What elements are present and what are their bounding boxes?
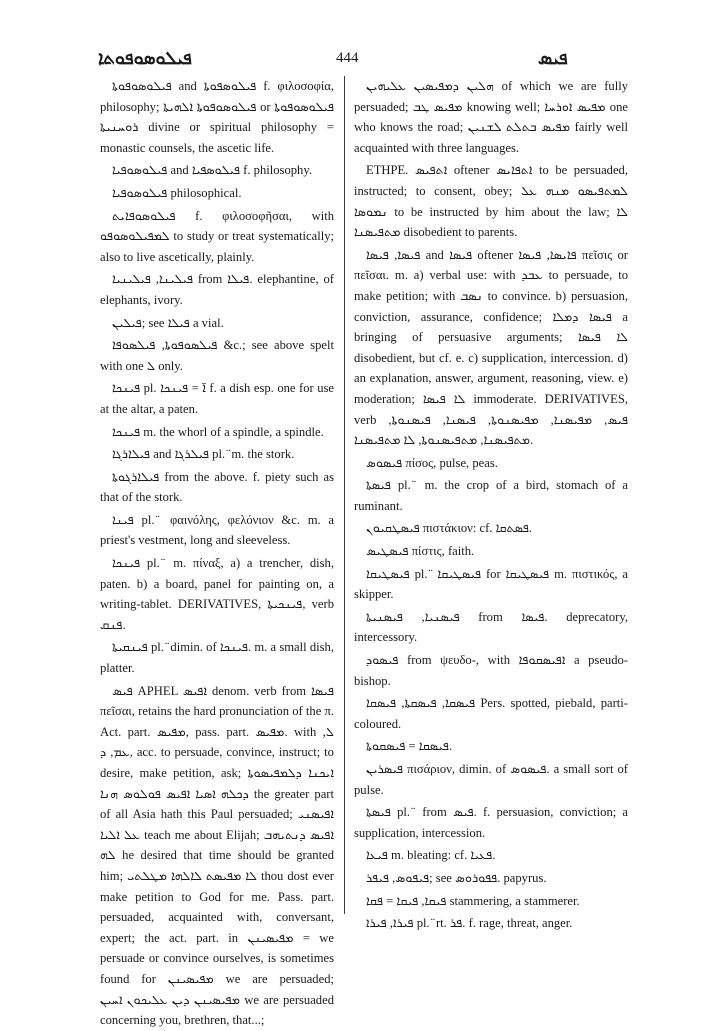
dictionary-entry: ܦܝܩܐ, ܦܝܩܐ = ܦܩܐ stammering, a stammerer. xyxy=(366,893,580,908)
dictionary-entry: ܦܝܣܐ, ܦܝܣܐ and ܦܝܣܐ oftener ܦܐܝܣܐ, ܦܝܣܐ πεῖσις or πεῖσαι. m. a) verbal use: with ܥܒܕ to persuade, to make petition; with ܢܣܒ to convince. b) persuasion, conviction, assurance, confidence; ܦܝܣܐ ܕܡܠܐ a bringing of persuasive arguments; ܠܐ ܦܝܣܐ disobedient, but cf. e. c) supplication, intercession. d) an explanation, answer, argument, reasoning, view. e) moderation; ܠܐ ܦܝܣܐ immoderate. DERIVATIVES, verb ܦܝܣ, ܡܦܝܣܢܐ, ܡܦܝܣܢܘܬܐ, ܦܝܣܢܐ, ܦܝܣܢܘܬܐ, ܡܬܦܝܣܢܐ, ܡܬܦܝܣܢܘܬܐ, ܠܐ ܡܬܦܝܣܢܐ. xyxy=(354,247,628,448)
dictionary-entry: ETHPE. ܐܬܦܝܣ oftener ܐܬܦܐܝܣ to be persuaded, instructed; to consent, obey; ܠܡܬܦܝܣܘ ܡܢܗ ܥܠ ܢܡܘܣܐ to be instructed by him about the law; ܠܐ ܡܬܦܝܣܢܐ disobedient to parents. xyxy=(354,163,628,240)
dictionary-entry: ܦܝܢܩܝܬܐ pl. ̈ dimin. of ܦܝܢܟܐ. m. a small dish, platter. xyxy=(100,640,335,676)
dictionary-entry: ܦܝܠܐܪܓܐ and ܦܝܠܪܓܐ pl. ̈ m. the stork. xyxy=(112,447,295,462)
right-column xyxy=(354,76,629,931)
left-column xyxy=(100,76,335,1028)
dictionary-entry: ܦܝܣܩܐ = ܦܝܣܩܘܬܐ. xyxy=(366,739,453,754)
dictionary-entry: ܦܝܣܪܝܢ πισάριον, dimin. of ܦܝܣܘܣ. a small sort of pulse. xyxy=(354,762,628,797)
dictionary-entry: ܦܝܢܟܐ pl. ܐ̈ = ܦܝܢܟܐ f. a dish esp. one for use at the altar, a paten. xyxy=(100,381,334,416)
dictionary-entry: ܦܝܢܐ pl. ̈ φαινόλης, φελόνιον &c. m. a priest's vestment, long and sleeveless. xyxy=(100,512,334,548)
running-head-left: ܦܝܠܘܣܘܦܘܬܐ xyxy=(98,48,192,68)
dictionary-entry: ܦܝܠܐܪܓܘܬܐ from the above. f. piety such as that of the stork. xyxy=(100,469,334,505)
dictionary-entry: ܦܝܦܘܣ, ܦܝܦܪ; see ܦܦܘܪܘܣ. papyrus. xyxy=(366,870,547,885)
running-head-right: ܦܝܣ xyxy=(538,48,568,68)
dictionary-entry: ܦܝܠܣܘܦܘܬܐ, ܦܝܠܣܘܦܐ &c.; see above spelt with one ܠ only. xyxy=(100,338,334,373)
dictionary-entry: ܦܝܣܘܕ from ψευδο-, with ܐܦܝܣܩܘܦܐ a pseudo-bishop. xyxy=(354,653,628,688)
dictionary-entry: ܦܝܠܝܢ; see ܦܝܠܐ a vial. xyxy=(112,315,224,330)
dictionary-entry: ܦܝܠܘܣܘܦܘܬܐ and ܦܝܠܘܣܦܘܬܐ f. φιλοσοφία, philosophy; ܦܝܠܘܣܘܦܘܬܐ ܐܠܗܝܬܐ or ܦܝܠܘܣܘܦܘܬܐ ܪܘܚܢܝܬܐ divine or spiritual philosophy = monastic counsels, the ascetic life. xyxy=(100,79,334,155)
dictionary-entry: ܦܝܣܛܝܣ πίστις, faith. xyxy=(366,544,475,559)
dictionary-entry: ܗܠܝܢ ܕܡܦܝܣܝܢ ܥܠܝܗܝܢ of which we are fully persuaded; ܡܦܝܣ ܛܒ knowing well; ܡܦܝܣ ܐܘܪܚܐ one who knows the road; ܡܦܝܣ ܒܬܠܬ ܠܫܢܝܢ fairly well acquainted with three languages. xyxy=(354,79,628,155)
dictionary-entry: ܦܝܠܘܣܘܦܐܝܬ f. φιλοσοφῆσαι, with ܠܡܦܝܠܘܣܘܦܘ to study or treat systematically; also to live ascetically, plainly. xyxy=(100,208,334,264)
page-header xyxy=(0,44,704,72)
dictionary-entry: ܦܝܢܟܐ m. the whorl of a spindle, a spindle. xyxy=(112,424,324,439)
dictionary-entry: ܦܝܠܘܣܘܦܝܐ and ܦܝܠܘܣܦܝܐ f. philosophy. xyxy=(112,163,312,178)
dictionary-entry: ܦܝܠܝܢܐ, ܦܝܠܝܢܝܐ from ܦܝܠܐ. elephantine, of elephants, ivory. xyxy=(100,272,334,307)
dictionary-entry: ܦܝܣܛܝܩܐ pl. ̈ ܦܝܣܛܝܩܐ for ܦܝܣܛܝܩܐ m. πιστικός, a skipper. xyxy=(354,566,629,602)
dictionary-entry: ܦܝܣܢܝܐ, ܦܝܣܢܝܬܐ from ܦܝܣܐ. deprecatory, intercessory. xyxy=(354,609,629,645)
dictionary-entry: ܦܝܥܐ m. bleating: cf. ܦܥܝܐ. xyxy=(366,848,496,863)
dictionary-entry: ܦܝܣܬܐ pl. ̈ m. the crop of a bird, stomach of a ruminant. xyxy=(354,478,628,513)
dictionary-entry: ܦܝܢܟܐ pl. ̈ m. πίναξ, a) a trencher, dish, paten. b) a board, panel for painting on, a writing-tablet. DERIVATIVES, ܦܝܢܟܝܬܐ, verb ܦܢܩ. xyxy=(100,556,334,632)
dictionary-entry: ܦܝܣܬܐ pl. ̈ from ܦܝܣ. f. persuasion, conviction; a supplication, intercession. xyxy=(354,805,628,840)
column-divider xyxy=(344,76,345,914)
dictionary-entry: ܦܝܣ APHEL ܐܦܝܣ denom. verb from ܦܝܣܐ πεῖσαι, retains the hard pronunciation of the π. Act. part. ܡܦܝܣ, pass. part. ܡܦܝܣ. with ܠ, ܥܡ, ܕ, acc. to persuade, convince, instruct; to desire, make petition, ask; ܐܝܟܢܐ ܕܠܡܦܝܣܘܬܐ ܕܟܠܗ ܐܣܝܐ ܐܦܝܣ ܦܘܠܘܣ ܗܢܐ the greater part of all Asia hath this Paul persuaded; ܐܦܝܣܢܝ ܥܠ ܐܠܝܐ teach me about Elijah; ܐܦܝܣ ܕܢܬܝܗܒ ܠܗ he desired that time should be granted him; ܠܐ ܡܦܝܣܬ ܠܐܠܗܐ ܡܛܠܬܝ thou dost ever make petition to God for me. Pass. part. persuaded, acquainted with, conversant, expert; the act. part. in ܡܦܝܣܝܢܢ = we persuade or convince ourselves, is sometimes found for ܡܦܝܣܝܢܢ we are persuaded; ܡܦܝܣܝܢܢ ܕܝܢ ܥܠܝܟܘܢ ܐܚܝܢ we are persuaded concerning you, brethren, that...; xyxy=(100,683,335,1028)
page-number: 444 xyxy=(336,50,359,66)
dictionary-entry: ܦܝܪܐ, ܦܝܪܐ pl. ̈ rt. ܦܪ. f. rage, threat, anger. xyxy=(366,916,573,931)
dictionary-entry: ܦܝܣܘܣ πίσος, pulse, peas. xyxy=(366,455,498,470)
dictionary-entry: ܦܝܣܩܐ, ܦܝܣܩܬܐ, ܦܝܣܩܐ Pers. spotted, piebald, parti-coloured. xyxy=(354,696,628,731)
dictionary-entry: ܦܝܣܛܩܝܘܢ πιστάκιον: cf. ܦܣܬܩܐ. xyxy=(366,521,533,536)
dictionary-entry: ܦܝܠܘܣܘܦܝܐ philosophical. xyxy=(112,185,242,200)
